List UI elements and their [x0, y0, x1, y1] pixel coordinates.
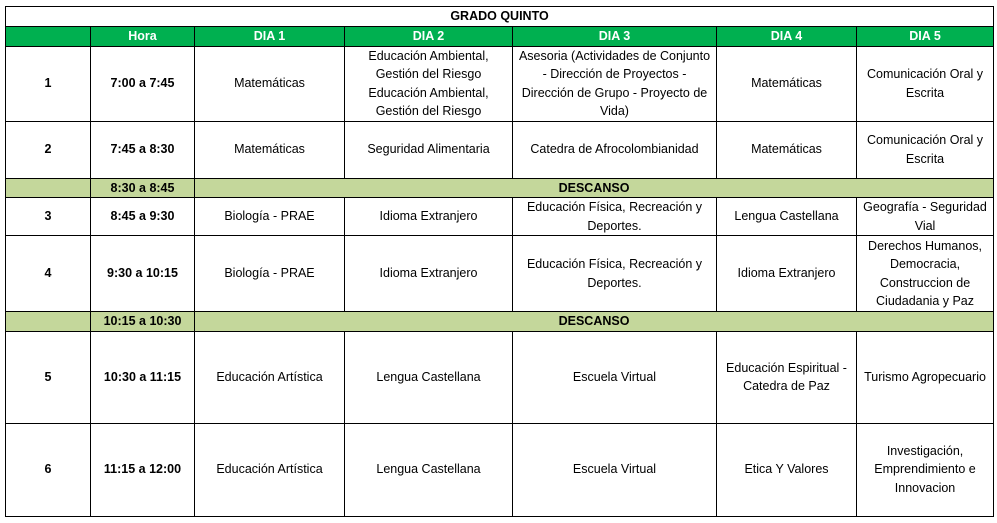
schedule-row [6, 46, 994, 121]
schedule-title: GRADO QUINTO [6, 7, 994, 27]
break-time: 10:15 a 10:30 [91, 312, 195, 332]
subject-cell-dia-2: Idioma Extranjero [345, 236, 513, 312]
subject-cell-dia-5: Turismo Agropecuario [857, 331, 994, 423]
subject-cell-dia-5: Comunicación Oral y Escrita [857, 121, 994, 178]
schedule-row [6, 236, 994, 312]
schedule-row [6, 331, 994, 423]
header-hora: Hora [91, 27, 195, 47]
header-dia-1: DIA 1 [195, 27, 345, 47]
schedule-row [6, 198, 994, 236]
header-dia-2: DIA 2 [345, 27, 513, 47]
period-number: 2 [6, 121, 91, 178]
period-time: 9:30 a 10:15 [91, 236, 195, 312]
subject-cell-dia-4: Matemáticas [717, 46, 857, 121]
subject-cell-dia-5: Comunicación Oral y Escrita [857, 46, 994, 121]
subject-cell-dia-4: Lengua Castellana [717, 198, 857, 236]
subject-cell-dia-1: Biología - PRAE [195, 236, 345, 312]
subject-cell-dia-5: Investigación, Emprendimiento e Innovacion [857, 423, 994, 516]
period-number: 6 [6, 423, 91, 516]
break-row [6, 178, 994, 198]
header-dia-4: DIA 4 [717, 27, 857, 47]
break-label: DESCANSO [195, 312, 994, 332]
subject-cell-dia-2: Educación Ambiental, Gestión del Riesgo Educación Ambiental, Gestión del Riesgo [345, 46, 513, 121]
break-row [6, 312, 994, 332]
subject-cell-dia-4: Idioma Extranjero [717, 236, 857, 312]
subject-cell-dia-2: Idioma Extranjero [345, 198, 513, 236]
subject-cell-dia-1: Educación Artística [195, 331, 345, 423]
subject-cell-dia-4: Etica Y Valores [717, 423, 857, 516]
period-number: 4 [6, 236, 91, 312]
period-number: 3 [6, 198, 91, 236]
subject-cell-dia-3: Educación Física, Recreación y Deportes. [513, 198, 717, 236]
break-label: DESCANSO [195, 178, 994, 198]
break-blank [6, 312, 91, 332]
title-row [6, 7, 994, 27]
header-blank [6, 27, 91, 47]
header-row [6, 27, 994, 47]
period-time: 11:15 a 12:00 [91, 423, 195, 516]
subject-cell-dia-1: Matemáticas [195, 46, 345, 121]
subject-cell-dia-4: Educación Espiritual - Catedra de Paz [717, 331, 857, 423]
subject-cell-dia-4: Matemáticas [717, 121, 857, 178]
subject-cell-dia-3: Escuela Virtual [513, 423, 717, 516]
break-time: 8:30 a 8:45 [91, 178, 195, 198]
schedule-row [6, 423, 994, 516]
subject-cell-dia-3: Asesoria (Actividades de Conjunto - Dirección de Proyectos - Dirección de Grupo - Proyecto de Vida) [513, 46, 717, 121]
schedule-row [6, 121, 994, 178]
header-dia-5: DIA 5 [857, 27, 994, 47]
header-dia-3: DIA 3 [513, 27, 717, 47]
schedule-container [5, 6, 994, 517]
subject-cell-dia-2: Lengua Castellana [345, 331, 513, 423]
subject-cell-dia-2: Seguridad Alimentaria [345, 121, 513, 178]
subject-cell-dia-2: Lengua Castellana [345, 423, 513, 516]
period-time: 10:30 a 11:15 [91, 331, 195, 423]
period-number: 1 [6, 46, 91, 121]
subject-cell-dia-3: Escuela Virtual [513, 331, 717, 423]
break-blank [6, 178, 91, 198]
subject-cell-dia-3: Educación Física, Recreación y Deportes. [513, 236, 717, 312]
subject-cell-dia-5: Geografía - Seguridad Vial [857, 198, 994, 236]
subject-cell-dia-3: Catedra de Afrocolombianidad [513, 121, 717, 178]
period-number: 5 [6, 331, 91, 423]
subject-cell-dia-1: Educación Artística [195, 423, 345, 516]
period-time: 7:00 a 7:45 [91, 46, 195, 121]
schedule-table [5, 6, 994, 517]
period-time: 7:45 a 8:30 [91, 121, 195, 178]
subject-cell-dia-1: Matemáticas [195, 121, 345, 178]
period-time: 8:45 a 9:30 [91, 198, 195, 236]
subject-cell-dia-1: Biología - PRAE [195, 198, 345, 236]
subject-cell-dia-5: Derechos Humanos, Democracia, Construccion de Ciudadania y Paz [857, 236, 994, 312]
